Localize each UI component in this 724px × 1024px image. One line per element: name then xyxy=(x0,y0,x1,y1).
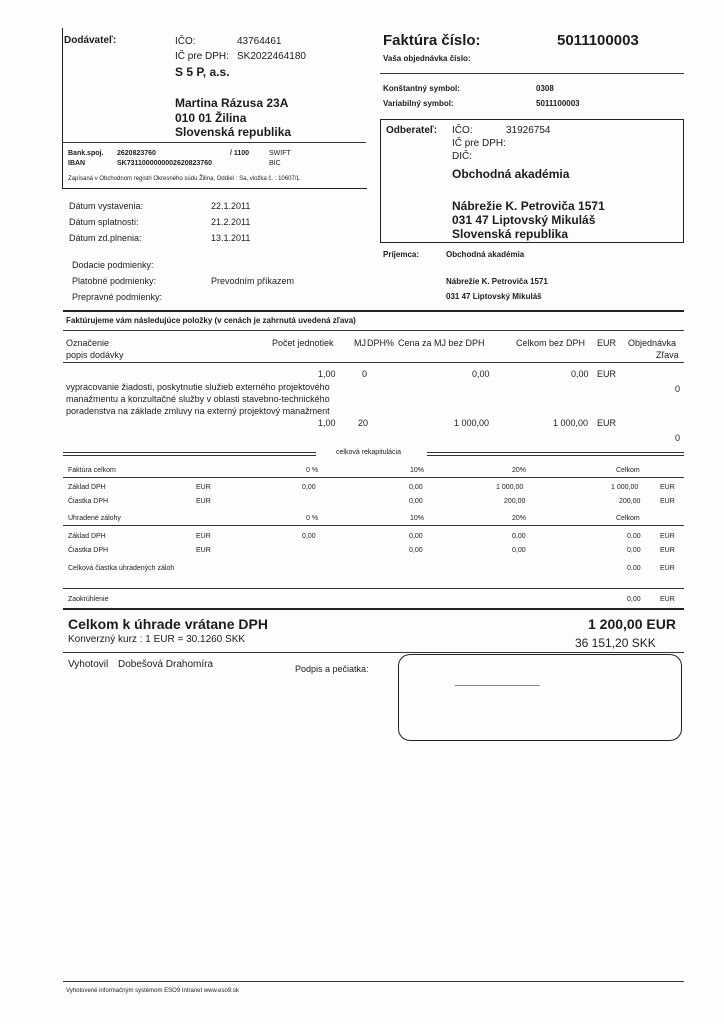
recap-line-left xyxy=(63,452,316,456)
bic-label: BIC xyxy=(269,160,281,167)
item2-dph: 20 xyxy=(358,418,369,428)
item1-zlava: 0 xyxy=(675,384,681,394)
recap-r3-10: 0,00 xyxy=(409,533,423,540)
recap-ciastka-2: Čiastka DPH xyxy=(68,547,109,554)
items-header: Faktúrujeme vám následujúce položky (v cenách je zahrnutá uvedená zľava) xyxy=(66,316,356,325)
invoice-divider xyxy=(380,73,684,74)
recap-fakt-celkom: Faktúra celkom xyxy=(68,467,116,474)
col-zlava: Zľava xyxy=(656,350,679,360)
supplier-city: 010 01 Žilina xyxy=(175,111,247,125)
items-top-line xyxy=(63,310,684,312)
conversion-rate: Konverzný kurz : 1 EUR = 30.1260 SKK xyxy=(68,634,246,645)
footer-line xyxy=(63,981,684,982)
item2-zlava: 0 xyxy=(675,433,681,443)
recap-r4-total: 0,00 xyxy=(627,547,641,554)
col-pocet: Počet jednotiek xyxy=(272,338,334,348)
supplier-street: Martina Rázusa 23A xyxy=(175,96,289,110)
recap-line-1 xyxy=(63,477,684,478)
col-cena: Cena za MJ bez DPH xyxy=(398,338,485,348)
recipient-street: Nábrežie K. Petroviča 1571 xyxy=(446,277,548,286)
recap-zalohy: Uhradené zálohy xyxy=(68,515,121,522)
recap-p20: 20% xyxy=(512,467,527,474)
item1-cur: EUR xyxy=(597,369,617,379)
col-oznacenie: Označenie xyxy=(66,338,110,348)
item1-total: 0,00 xyxy=(571,369,589,379)
recap-line-2 xyxy=(63,525,684,526)
item2-price: 1 000,00 xyxy=(454,418,490,428)
customer-label: Odberateľ: xyxy=(386,125,438,136)
columns-line xyxy=(63,362,684,363)
bank-account: 2620823760 xyxy=(117,150,156,157)
recap-ciastka-eur-2: EUR xyxy=(196,547,211,554)
issue-date: 22.1.2011 xyxy=(211,201,251,211)
supplier-ico: 43764461 xyxy=(237,36,282,47)
recap-celkom: Celkom xyxy=(616,467,640,474)
supplier-ico-label: IČO: xyxy=(175,36,196,47)
signature-box xyxy=(398,654,682,741)
recap-zaklad-2: Základ DPH xyxy=(68,533,106,540)
recap-celk-zaloh-val: 0,00 xyxy=(627,565,641,572)
items-header-line xyxy=(63,330,684,331)
due-date-label: Dátum splatnosti: xyxy=(69,217,139,227)
recap-r1-total: 1 000,00 xyxy=(611,484,639,491)
signature-label: Podpis a pečiatka: xyxy=(295,664,369,674)
vyhotovil-label: Vyhotovil xyxy=(68,659,109,670)
recap-r1-20: 1 000,00 xyxy=(496,484,524,491)
payment-value: Prevodním příkazem xyxy=(211,276,295,286)
recap-zaklad-1: Základ DPH xyxy=(68,484,106,491)
customer-city: 031 47 Liptovský Mikuláš xyxy=(452,213,596,227)
due-date: 21.2.2011 xyxy=(211,217,251,227)
recap-r1-10: 0,00 xyxy=(409,484,423,491)
delivery-label: Dodacie podmienky: xyxy=(72,260,154,270)
customer-icdph-label: IČ pre DPH: xyxy=(452,138,506,149)
recap-r4-10: 0,00 xyxy=(409,547,423,554)
item2-qty: 1,00 xyxy=(318,418,336,428)
tax-date: 13.1.2011 xyxy=(211,233,251,243)
supplier-country: Slovenská republika xyxy=(175,125,292,139)
recap-p0: 0 % xyxy=(306,467,319,474)
supplier-icdph-label: IČ pre DPH: xyxy=(175,51,229,62)
customer-country: Slovenská republika xyxy=(452,227,569,241)
recap-r2-total: 200,00 xyxy=(619,498,641,505)
recap-ciastka-eur-1: EUR xyxy=(196,498,211,505)
recap-r3-20: 0,00 xyxy=(512,533,526,540)
col-dph: DPH% xyxy=(367,338,395,348)
recap-r1-cur: EUR xyxy=(660,484,675,491)
total-label: Celkom k úhrade vrátane DPH xyxy=(68,616,268,632)
order-label: Vaša objednávka číslo: xyxy=(383,54,471,63)
recap-zal-p10: 10% xyxy=(410,515,425,522)
var-value: 5011100003 xyxy=(536,99,580,108)
const-value: 0308 xyxy=(536,84,554,93)
recap-celk-zaloh-cur: EUR xyxy=(660,565,675,572)
recap-r2-20: 200,00 xyxy=(504,498,526,505)
recap-zaklad-eur-1: EUR xyxy=(196,484,211,491)
issue-date-label: Dátum vystavenia: xyxy=(69,201,144,211)
supplier-icdph: SK2022464180 xyxy=(237,51,306,62)
recap-zal-p0: 0 % xyxy=(306,515,319,522)
recap-zaokr: Zaokrúhlenie xyxy=(68,596,109,603)
invoice-title: Faktúra číslo: xyxy=(383,32,481,49)
item2-total: 1 000,00 xyxy=(553,418,589,428)
payment-label: Platobné podmienky: xyxy=(72,276,157,286)
total-skk: 36 151,20 SKK xyxy=(575,636,656,650)
recap-r3-total: 0,00 xyxy=(627,533,641,540)
recap-line-right xyxy=(427,452,684,456)
bank-label: Bank.spoj. xyxy=(68,150,104,157)
recap-r1-0: 0,00 xyxy=(302,484,316,491)
recap-zaokr-val: 0,00 xyxy=(627,596,641,603)
customer-street: Nábrežie K. Petroviča 1571 xyxy=(452,199,605,213)
bank-code: / 1100 xyxy=(230,150,250,157)
recap-r3-cur: EUR xyxy=(660,533,675,540)
recap-r4-cur: EUR xyxy=(660,547,675,554)
col-eur: EUR xyxy=(597,338,617,348)
total-value: 1 200,00 EUR xyxy=(588,616,676,632)
customer-ico-label: IČO: xyxy=(452,125,473,136)
supplier-divider xyxy=(63,142,366,143)
item2-cur: EUR xyxy=(597,418,617,428)
total-line xyxy=(63,652,684,653)
const-label: Konštantný symbol: xyxy=(383,84,460,93)
vyhotovil-name: Dobešová Drahomíra xyxy=(118,659,214,670)
col-mj: MJ xyxy=(354,338,366,348)
invoice-number: 5011100003 xyxy=(557,32,639,49)
recipient-name: Obchodná akadémia xyxy=(446,250,525,259)
recipient-city: 031 47 Liptovský Mikuláš xyxy=(446,292,542,301)
recap-r4-20: 0,00 xyxy=(512,547,526,554)
col-popis: popis dodávky xyxy=(66,350,124,360)
recap-ciastka-1: Čiastka DPH xyxy=(68,498,109,505)
item2-desc-1: vypracovanie žiadosti, poskytnutie služieb externého projektového xyxy=(66,382,330,392)
registry-note: Zapísaná v Obchodnom registri Okresného súdu Žilina, Oddiel : Sa, vložka č. : 10607/L xyxy=(68,176,300,182)
recap-r2-10: 0,00 xyxy=(409,498,423,505)
recap-zal-p20: 20% xyxy=(512,515,527,522)
tax-date-label: Dátum zd.plnenia: xyxy=(69,233,142,243)
col-objednavka: Objednávka xyxy=(628,338,677,348)
swift-label: SWIFT xyxy=(269,150,291,157)
transport-label: Prepravné podmienky: xyxy=(72,292,163,302)
recap-line-3 xyxy=(63,588,684,589)
system-note: Vyhotovené informačným systémom ESO9 Intranet www.eso9.sk xyxy=(66,988,239,994)
var-label: Variabilný symbol: xyxy=(383,99,454,108)
signature-scribble xyxy=(455,685,540,686)
recap-title: celková rekapitulácia xyxy=(336,449,401,456)
recap-p10: 10% xyxy=(410,467,425,474)
recap-zal-celkom: Celkom xyxy=(616,515,640,522)
recap-zaklad-eur-2: EUR xyxy=(196,533,211,540)
recipient-label: Príjemca: xyxy=(383,250,420,259)
supplier-label: Dodávateľ: xyxy=(64,35,117,46)
item2-desc-2: manažmentu a konzultačné služby v oblasti stavebno-technického xyxy=(66,394,330,404)
item2-desc-3: poradenstva na základe zmluvy na externý projektový manažment xyxy=(66,406,330,416)
item1-qty: 1,00 xyxy=(318,369,336,379)
supplier-name: S 5 P, a.s. xyxy=(175,65,230,79)
customer-name: Obchodná akadémia xyxy=(452,167,570,181)
iban: SK7311000000002620823760 xyxy=(117,160,212,167)
recap-zaokr-cur: EUR xyxy=(660,596,675,603)
item1-dph: 0 xyxy=(362,369,368,379)
item1-price: 0,00 xyxy=(472,369,490,379)
customer-dic-label: DIČ: xyxy=(452,151,472,162)
recap-celk-zaloh: Celková čiastka uhradených záloh xyxy=(68,565,175,572)
iban-label: IBAN xyxy=(68,160,86,167)
recap-r3-0: 0,00 xyxy=(302,533,316,540)
col-celkom: Celkom bez DPH xyxy=(516,338,586,348)
customer-ico: 31926754 xyxy=(506,125,551,136)
recap-r2-cur: EUR xyxy=(660,498,675,505)
recap-line-4 xyxy=(63,608,684,610)
